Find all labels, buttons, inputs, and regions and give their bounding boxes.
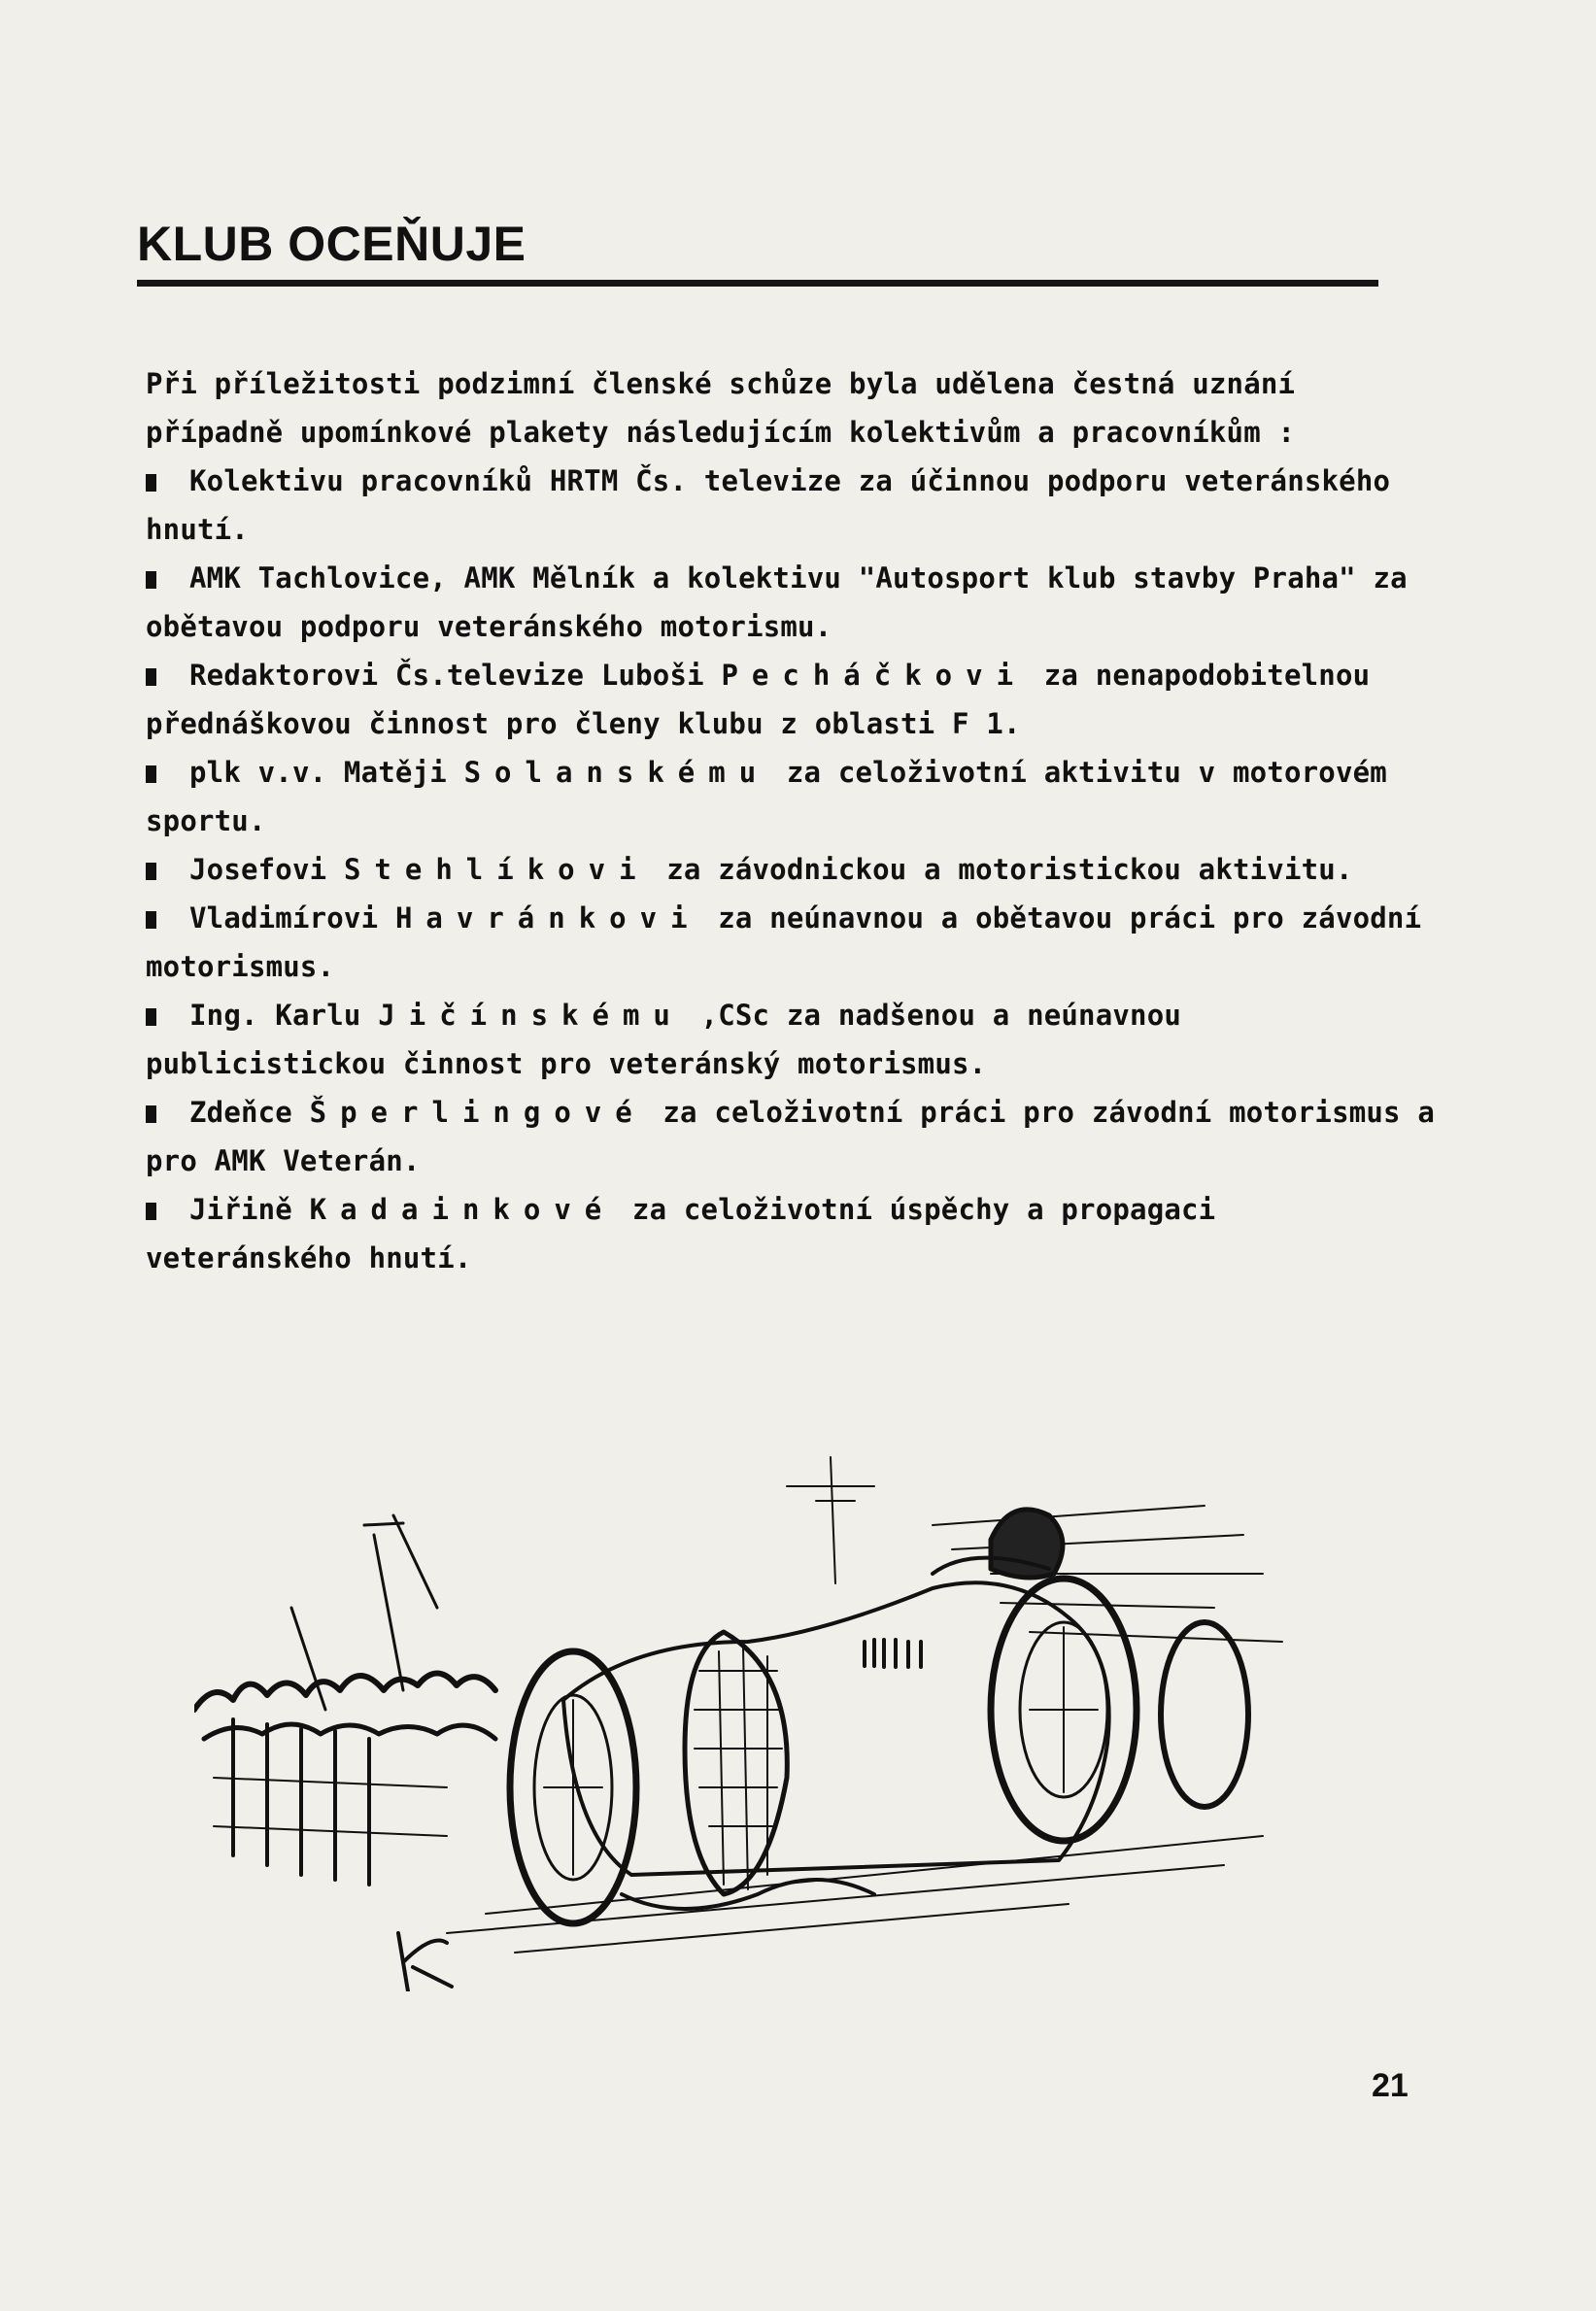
award-entry xyxy=(146,894,1438,991)
entry-text: Kolektivu pracovníků HRTM Čs. televize za účinnou podporu veteránského hnutí. xyxy=(146,464,1391,546)
entry-text: plk v.v. Matěji xyxy=(189,756,447,789)
entry-text: AMK Tachlovice, AMK Mělník a kolektivu "Autosport klub stavby Praha" za obětavou podporu veteránského motorismu. xyxy=(146,561,1408,643)
entry-text-continued: ,CSc za nadšenou a neúnavnou publicistickou činnost pro veteránský motorismus. xyxy=(146,999,1182,1080)
bullet-icon xyxy=(146,1008,156,1026)
intro-paragraph: Při příležitosti podzimní členské schůze byla udělena čestná uznání případně upomínkové plakety následujícím kolektivům a pracovníkům : xyxy=(146,367,1296,449)
vintage-race-car-sketch-icon xyxy=(194,1447,1418,1991)
award-entry xyxy=(146,1185,1438,1282)
bullet-icon xyxy=(146,863,156,880)
entry-text: Redaktorovi Čs.televize Luboši xyxy=(189,659,704,692)
award-entry xyxy=(146,991,1438,1088)
entry-text: Josefovi xyxy=(189,853,327,886)
entry-text-continued: za nenapodobitelnou přednáškovou činnost pro členy klubu z oblasti F 1. xyxy=(146,659,1371,740)
bullet-icon xyxy=(146,1203,156,1220)
award-entry xyxy=(146,1088,1438,1185)
award-entry xyxy=(146,554,1438,651)
bullet-icon xyxy=(146,668,156,686)
award-entry xyxy=(146,748,1438,845)
entry-text: Jiřině xyxy=(189,1193,292,1226)
entry-text: Zdeňce xyxy=(189,1096,292,1129)
entry-text: Ing. Karlu xyxy=(189,999,361,1032)
entry-text-continued: za celoživotní aktivitu v motorovém sportu. xyxy=(146,756,1387,837)
award-entry xyxy=(146,457,1438,554)
award-entry xyxy=(146,651,1438,748)
entry-text-continued: za celoživotní úspěchy a propagaci veteránského hnutí. xyxy=(146,1193,1216,1274)
page-title: KLUB OCEŇUJE xyxy=(137,217,526,271)
article-body xyxy=(146,359,1438,1282)
spaced-surname: Šperlingové xyxy=(309,1096,646,1129)
entry-text-continued: za celoživotní práci pro závodní motorismus a pro AMK Veterán. xyxy=(146,1096,1436,1177)
spaced-surname: Kadainkové xyxy=(309,1193,616,1226)
bullet-icon xyxy=(146,474,156,492)
spaced-surname: Solanskému xyxy=(463,756,770,789)
bullet-icon xyxy=(146,765,156,783)
bullet-icon xyxy=(146,1105,156,1123)
spaced-surname: Stehlíkovi xyxy=(343,853,650,886)
title-rule xyxy=(137,280,1378,287)
entry-text-continued: za neúnavnou a obětavou práci pro závodní motorismus. xyxy=(146,901,1422,983)
spaced-surname: Jičínskému xyxy=(378,999,684,1032)
page-number: 21 xyxy=(1372,2067,1409,2104)
entry-text-continued: za závodnickou a motoristickou aktivitu. xyxy=(649,853,1353,886)
bullet-icon xyxy=(146,571,156,589)
entry-text: Vladimírovi xyxy=(189,901,379,935)
bullet-icon xyxy=(146,911,156,929)
award-entry xyxy=(146,845,1438,894)
award-list xyxy=(146,457,1438,1282)
spaced-surname: Havránkovi xyxy=(394,901,701,935)
spaced-surname: Pecháčkovi xyxy=(721,659,1028,692)
